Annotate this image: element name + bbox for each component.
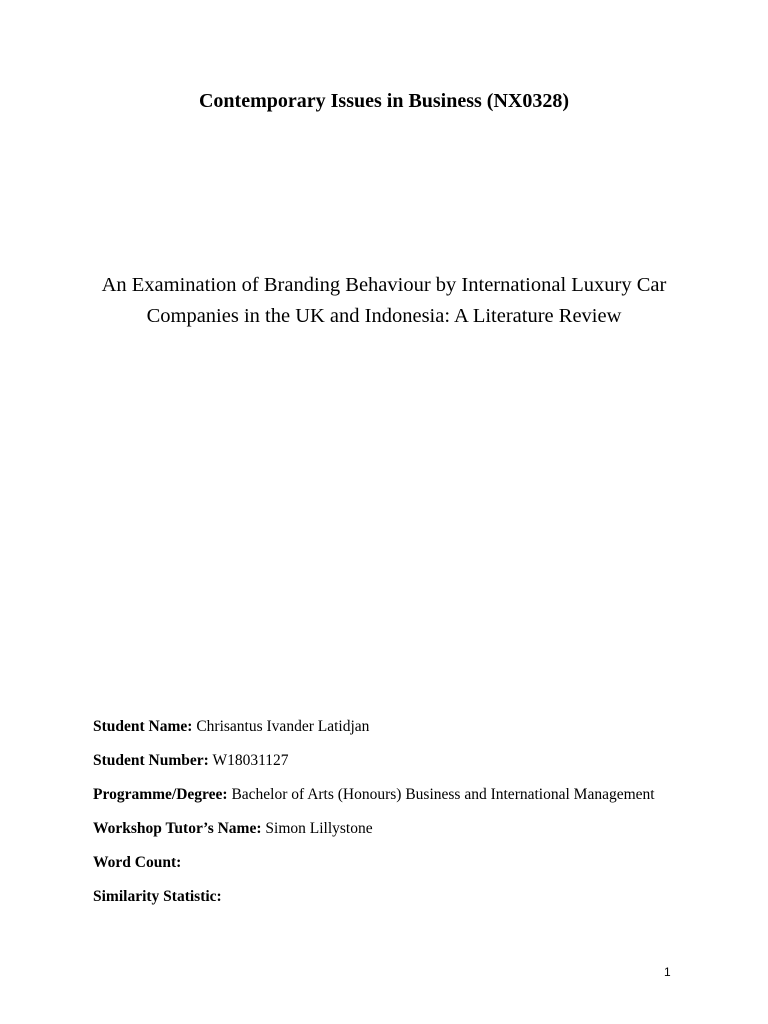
tutor-label: Workshop Tutor’s Name:: [93, 820, 262, 837]
word-count-label: Word Count:: [93, 854, 182, 871]
programme-label: Programme/Degree:: [93, 786, 228, 803]
similarity-line: [93, 886, 693, 908]
similarity-label: Similarity Statistic:: [93, 888, 222, 905]
programme-line: [93, 784, 663, 806]
student-number-label: Student Number:: [93, 752, 209, 769]
student-number-value: W18031127: [212, 752, 289, 769]
student-name-line: [93, 716, 693, 738]
student-details: [93, 716, 693, 920]
student-name-value: Chrisantus Ivander Latidjan: [196, 718, 370, 735]
tutor-value: Simon Lillystone: [265, 820, 373, 837]
student-number-line: [93, 750, 693, 772]
word-count-line: [93, 852, 693, 874]
course-title: Contemporary Issues in Business (NX0328): [198, 90, 570, 112]
student-name-label: Student Name:: [93, 718, 193, 735]
tutor-line: [93, 818, 693, 840]
document-title: An Examination of Branding Behaviour by International Luxury Car Companies in the UK and Indonesia: A Literature Review: [101, 274, 667, 327]
programme-value: Bachelor of Arts (Honours) Business and International Management: [231, 786, 655, 803]
page-number: 1: [664, 965, 671, 979]
